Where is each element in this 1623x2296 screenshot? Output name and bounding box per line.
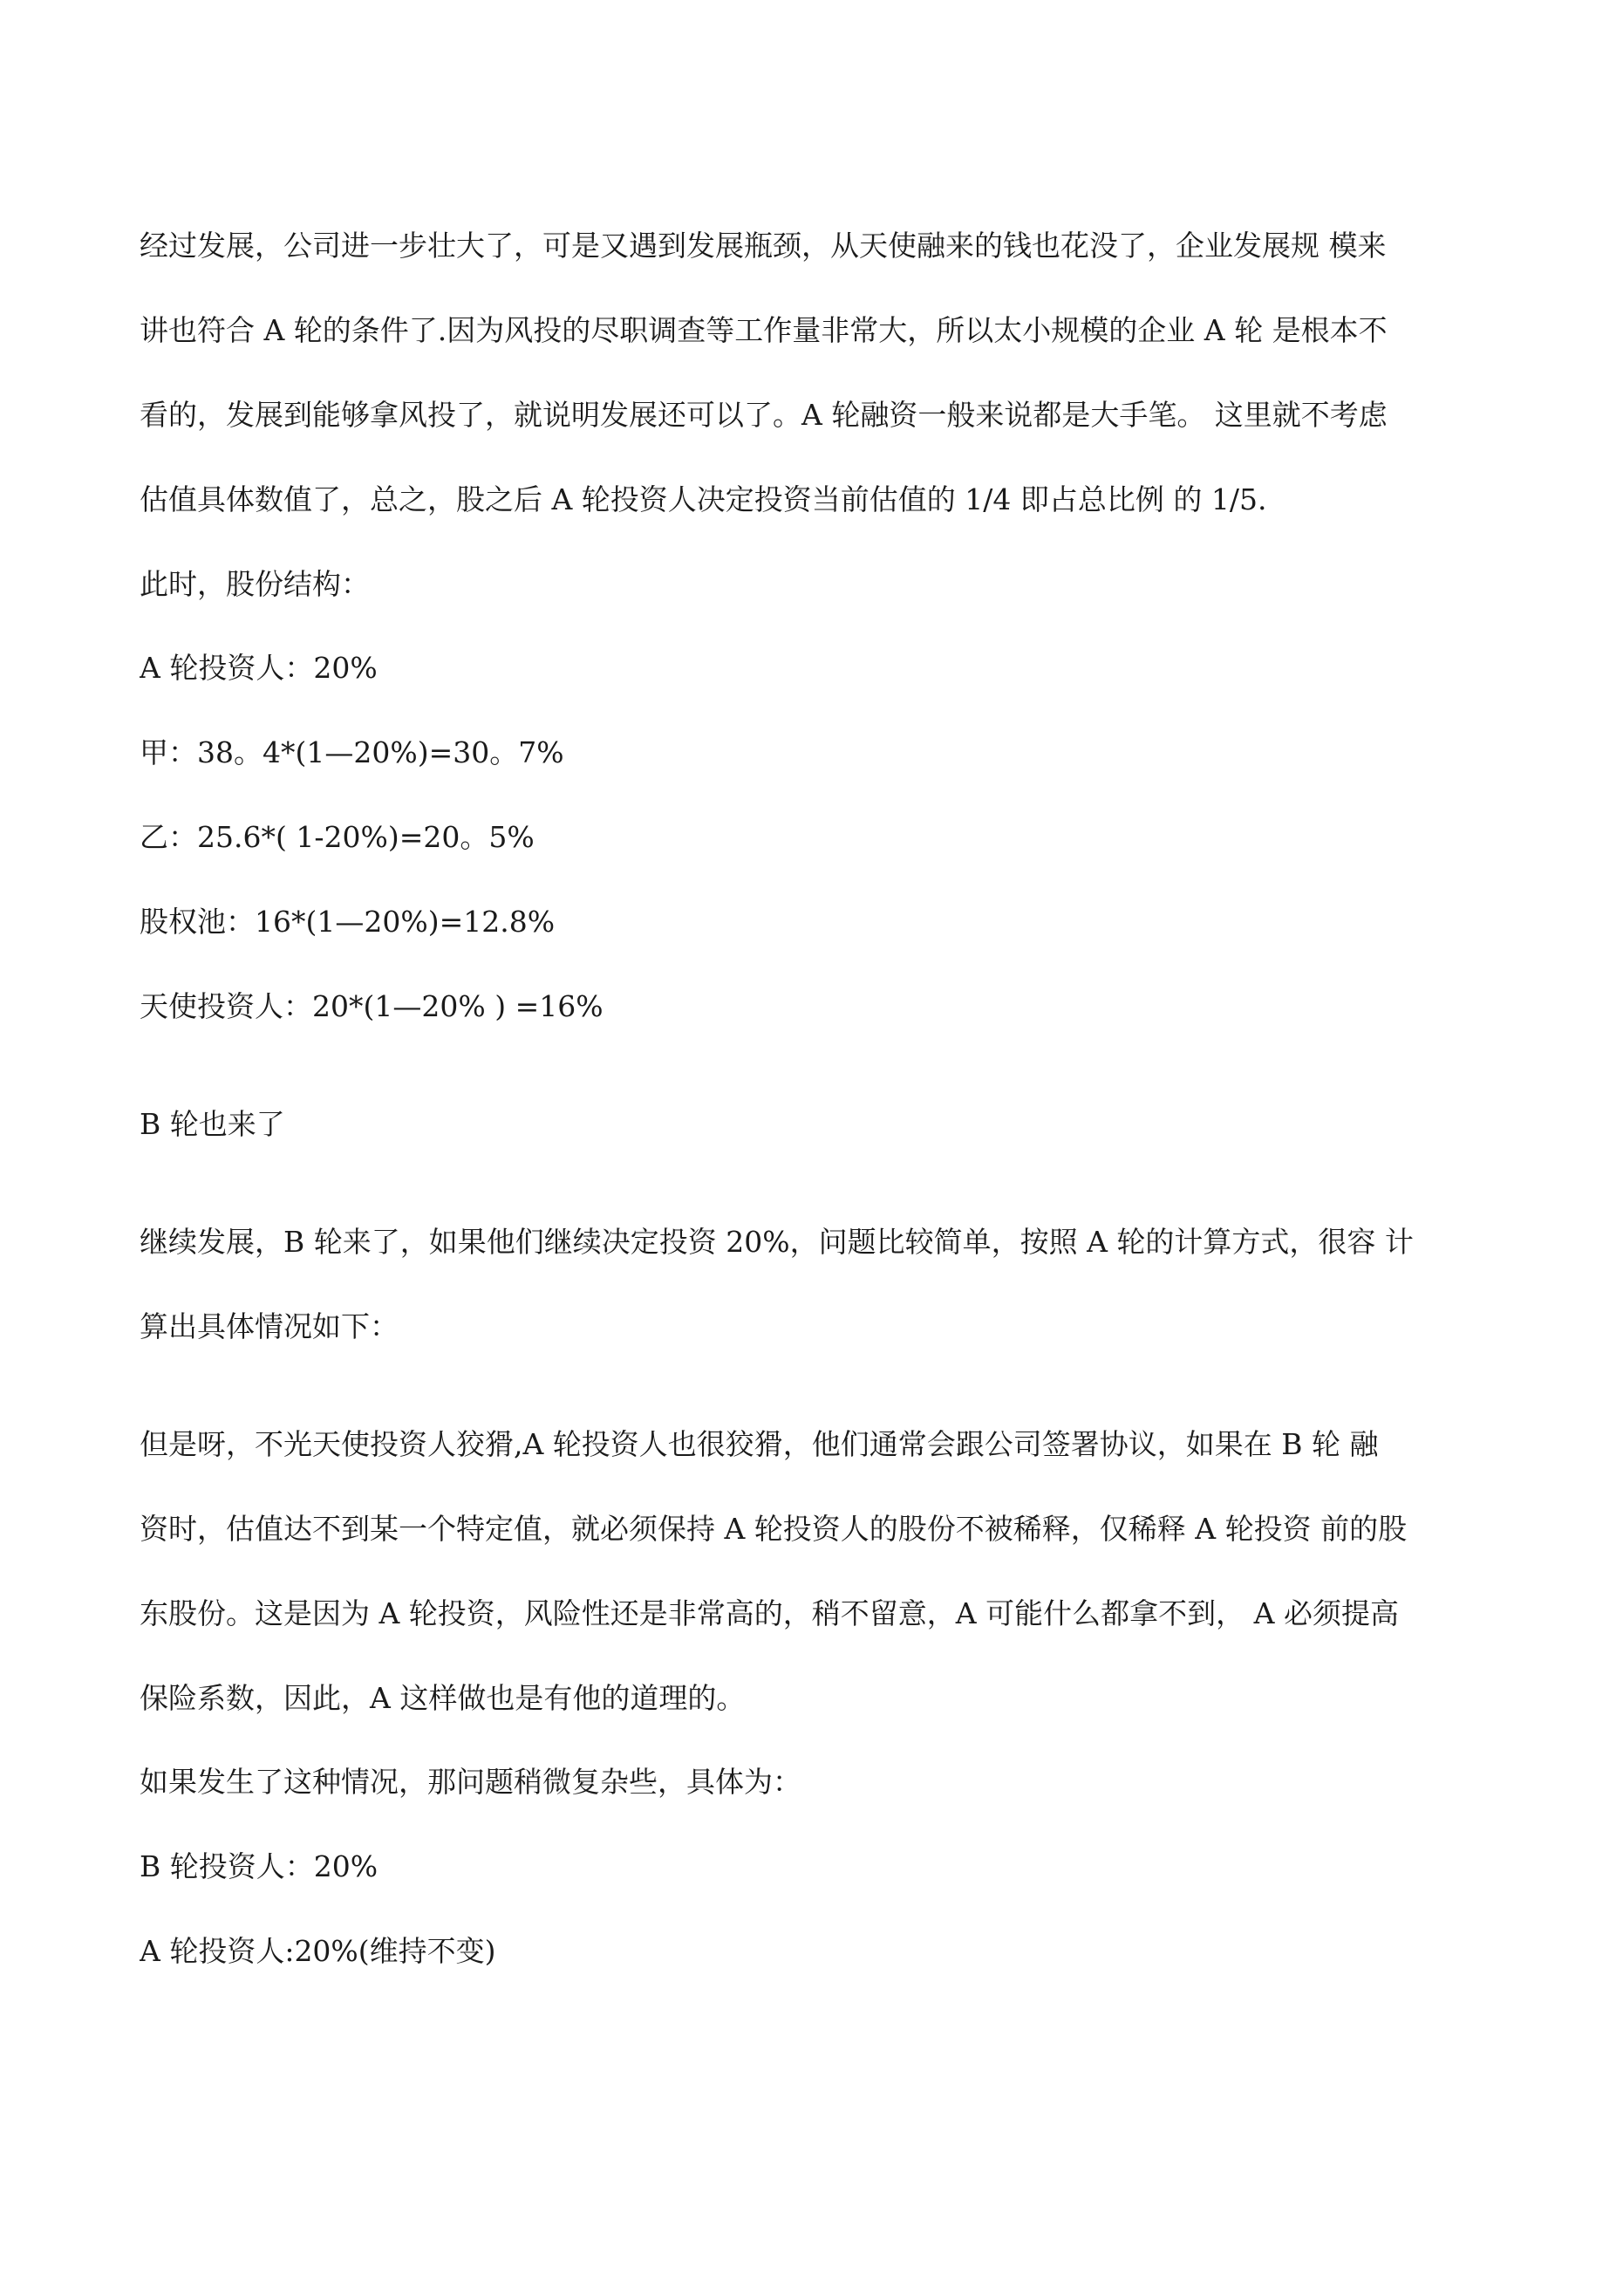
paragraph-line: 保险系数，因此，A 这样做也是有他的道理的。 <box>140 1681 746 1715</box>
paragraph-line: 继续发展，B 轮来了，如果他们继续决定投资 20%，问题比较简单，按照 A 轮的计算方式，很容 计 <box>140 1225 1414 1259</box>
paragraph-line: 算出具体情况如下： <box>140 1309 399 1343</box>
paragraph-line: 东股份。这是因为 A 轮投资，风险性还是非常高的，稍不留意，A 可能什么都拿不到， A 必须提高 <box>140 1596 1399 1630</box>
share-item-b-investor: B 轮投资人：20% <box>140 1849 378 1883</box>
paragraph-line: 看的，发展到能够拿风投了，就说明发展还可以了。A 轮融资一般来说都是大手笔。 这里就不考虑 <box>140 398 1388 432</box>
share-item-a-investor-unchanged: A 轮投资人:20%(维持不变) <box>140 1934 496 1968</box>
paragraph-line: 资时，估值达不到某一个特定值，就必须保持 A 轮投资人的股份不被稀释，仅稀释 A 轮投资 前的股 <box>140 1512 1408 1546</box>
share-item-yi: 乙：25.6*( 1-20%)=20。5% <box>140 820 535 854</box>
share-item-angel-investor: 天使投资人：20*(1—20% ) =16% <box>140 989 604 1023</box>
paragraph-line: 但是呀，不光天使投资人狡猾,A 轮投资人也很狡猾，他们通常会跟公司签署协议，如果在 B 轮 融 <box>140 1427 1379 1461</box>
share-item-jia: 甲：38。4*(1—20%)=30。7% <box>140 735 564 769</box>
paragraph-line: 经过发展，公司进一步壮大了，可是又遇到发展瓶颈，从天使融来的钱也花没了，企业发展规 模来 <box>140 229 1387 263</box>
complex-case-intro: 如果发生了这种情况，那问题稍微复杂些，具体为： <box>140 1765 801 1799</box>
share-item-equity-pool: 股权池：16*(1—20%)=12.8% <box>140 905 556 939</box>
share-structure-intro: 此时，股份结构： <box>140 567 370 601</box>
paragraph-line: 讲也符合 A 轮的条件了.因为风投的尽职调查等工作量非常大，所以太小规模的企业 A 轮 是根本不 <box>140 313 1388 347</box>
section-heading-b-round: B 轮也来了 <box>140 1107 285 1141</box>
paragraph-line: 估值具体数值了，总之，股之后 A 轮投资人决定投资当前估值的 1/4 即占总比例 的 1/5. <box>140 482 1267 516</box>
share-item-a-investor: A 轮投资人：20% <box>140 651 378 685</box>
